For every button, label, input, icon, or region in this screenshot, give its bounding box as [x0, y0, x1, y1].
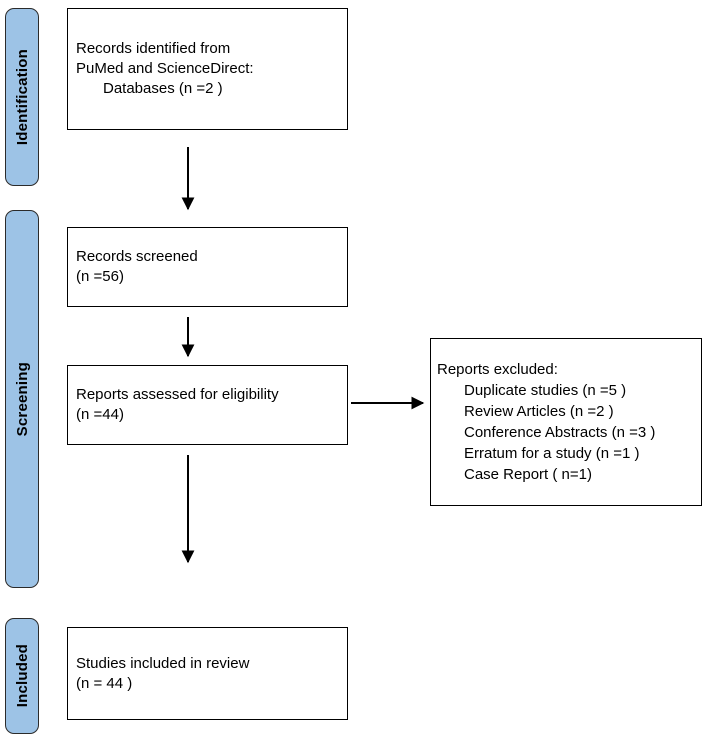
stage-label-included: Included [13, 644, 31, 708]
excluded-item: Case Report ( n=1) [464, 466, 592, 483]
stage-label-screening: Screening [13, 361, 31, 437]
excluded-title: Reports excluded: [437, 361, 558, 378]
box-records-screened [67, 227, 348, 307]
box-text-line: (n =56) [76, 268, 124, 285]
box-text-line: Reports assessed for eligibility [76, 386, 279, 403]
box-text-line: Studies included in review [76, 654, 250, 672]
box-text-line: (n =44) [76, 406, 124, 423]
stage-label-identification: Identification [13, 48, 31, 146]
excluded-item: Review Articles (n =2 ) [464, 403, 614, 420]
box-records-identified [67, 8, 348, 130]
stage-bar-included [5, 618, 39, 734]
box-text-line: Records identified from [76, 40, 231, 57]
box-text-line: Databases (n =2 ) [103, 80, 223, 97]
box-studies-included [67, 627, 348, 720]
box-text-line: Records screened [76, 248, 198, 265]
box-reports-excluded [430, 338, 702, 506]
stage-bar-identification [5, 8, 39, 186]
box-text-line: (n = 44 ) [76, 674, 133, 692]
stage-bar-screening [5, 210, 39, 588]
excluded-item: Conference Abstracts (n =3 ) [464, 424, 656, 441]
box-text-line: PuMed and ScienceDirect: [76, 60, 254, 77]
excluded-item: Erratum for a study (n =1 ) [464, 445, 640, 462]
box-reports-assessed [67, 365, 348, 445]
excluded-item: Duplicate studies (n =5 ) [464, 382, 627, 399]
